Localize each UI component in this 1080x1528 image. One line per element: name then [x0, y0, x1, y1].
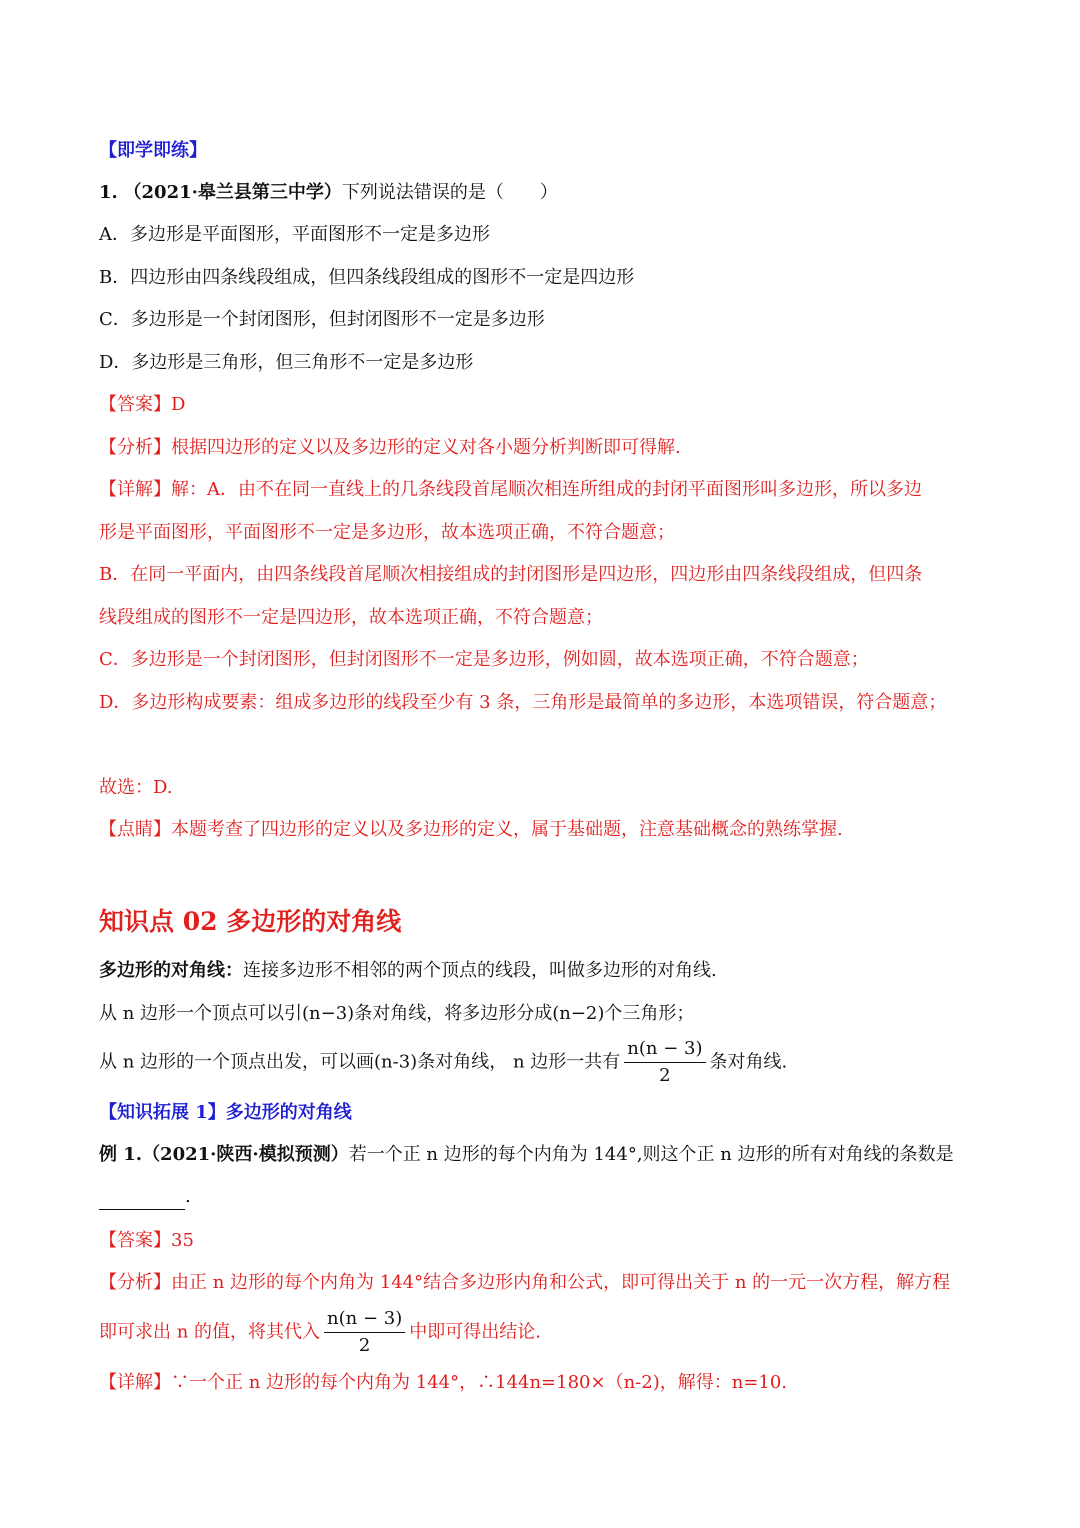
detail-1-line-5: C．多边形是一个封闭图形，但封闭图形不一定是多边形，例如圆，故本选项正确，不符合题意；: [99, 649, 869, 670]
question-source: （2021·皋兰县第三中学）: [123, 182, 342, 203]
extension-title: 【知识拓展 1】多边形的对角线: [99, 1102, 352, 1123]
example-label: 例 1.: [99, 1144, 143, 1165]
answer-blank: [99, 1191, 185, 1210]
example-blank-line: [99, 1184, 191, 1210]
definition: [99, 958, 717, 984]
example-1: [99, 1142, 954, 1168]
analysis-1: 【分析】根据四边形的定义以及多边形的定义对各小题分析判断即可得解.: [99, 437, 681, 458]
fraction-numerator: n(n − 3): [624, 1036, 705, 1063]
detail-1-line-6: D．多边形构成要素：组成多边形的线段至少有 3 条，三角形是最简单的多边形，本选项错误，符合题意；: [99, 692, 947, 713]
option-c: C．多边形是一个封闭图形，但封闭图形不一定是多边形: [99, 309, 545, 330]
detail-1-line-3: B．在同一平面内，由四条线段首尾顺次相接组成的封闭图形是四边形，四边形由四条线段组成，但四条: [99, 564, 923, 585]
rule-2-text-a: 从 n 边形的一个顶点出发，可以画(n-3)条对角线，: [99, 1051, 508, 1073]
definition-term: 多边形的对角线：: [99, 960, 243, 981]
diagonal-rule-2: [99, 1036, 787, 1089]
practice-title: 【即学即练】: [99, 140, 207, 161]
option-a: A．多边形是平面图形，平面图形不一定是多边形: [99, 224, 490, 245]
choice-1: 故选：D.: [99, 777, 173, 798]
analysis-2: 【分析】由正 n 边形的每个内角为 144°结合多边形内角和公式，即可得出关于 n 的一元一次方程，解方程: [99, 1272, 951, 1293]
analysis-2-text-b: 中即可得出结论.: [409, 1321, 541, 1343]
question-stem: 下列说法错误的是（ ）: [341, 182, 558, 203]
analysis-2-text-a: 即可求出 n 的值，将其代入: [99, 1321, 321, 1343]
answer-1: 【答案】D: [99, 394, 186, 415]
question-1: [99, 180, 558, 206]
example-text: 若一个正 n 边形的每个内角为 144°,则这个正 n 边形的所有对角线的条数是: [348, 1144, 954, 1165]
example-source: （2021·陕西·模拟预测）: [142, 1144, 349, 1165]
rule-2-text-c: 条对角线.: [709, 1051, 788, 1073]
question-number: 1.: [99, 182, 118, 203]
blank-period: .: [185, 1186, 191, 1207]
answer-2: 【答案】35: [99, 1230, 194, 1251]
detail-1-line-2: 形是平面图形，平面图形不一定是多边形，故本选项正确，不符合题意；: [99, 522, 675, 543]
fraction-denominator: 2: [659, 1065, 671, 1086]
option-b: B．四边形由四条线段组成，但四条线段组成的图形不一定是四边形: [99, 267, 635, 288]
option-d: D．多边形是三角形，但三角形不一定是多边形: [99, 352, 474, 373]
diagonal-rule-1: 从 n 边形一个顶点可以引(n−3)条对角线，将多边形分成(n−2)个三角形；: [99, 1003, 695, 1024]
definition-text: 连接多边形不相邻的两个顶点的线段，叫做多边形的对角线.: [243, 960, 717, 981]
detail-1-line-4: 线段组成的图形不一定是四边形，故本选项正确，不符合题意；: [99, 607, 603, 628]
rule-2-text-b: n 边形一共有: [512, 1051, 621, 1073]
substitution-fraction: [324, 1306, 405, 1359]
analysis-2-cont: [99, 1306, 541, 1359]
fraction-denominator: 2: [358, 1335, 371, 1356]
detail-1-line-1: 【详解】解：A．由不在同一直线上的几条线段首尾顺次相连所组成的封闭平面图形叫多边形，所以多边: [99, 479, 922, 500]
section-heading: 知识点 02 多边形的对角线: [99, 907, 402, 936]
comment-1: 【点睛】本题考查了四边形的定义以及多边形的定义，属于基础题，注意基础概念的熟练掌握.: [99, 819, 843, 840]
diagonal-count-fraction: [624, 1036, 705, 1089]
detail-2: 【详解】∵一个正 n 边形的每个内角为 144°，∴144n=180×（n-2)，解得：n=10.: [99, 1372, 788, 1393]
fraction-numerator: n(n − 3): [324, 1306, 405, 1333]
